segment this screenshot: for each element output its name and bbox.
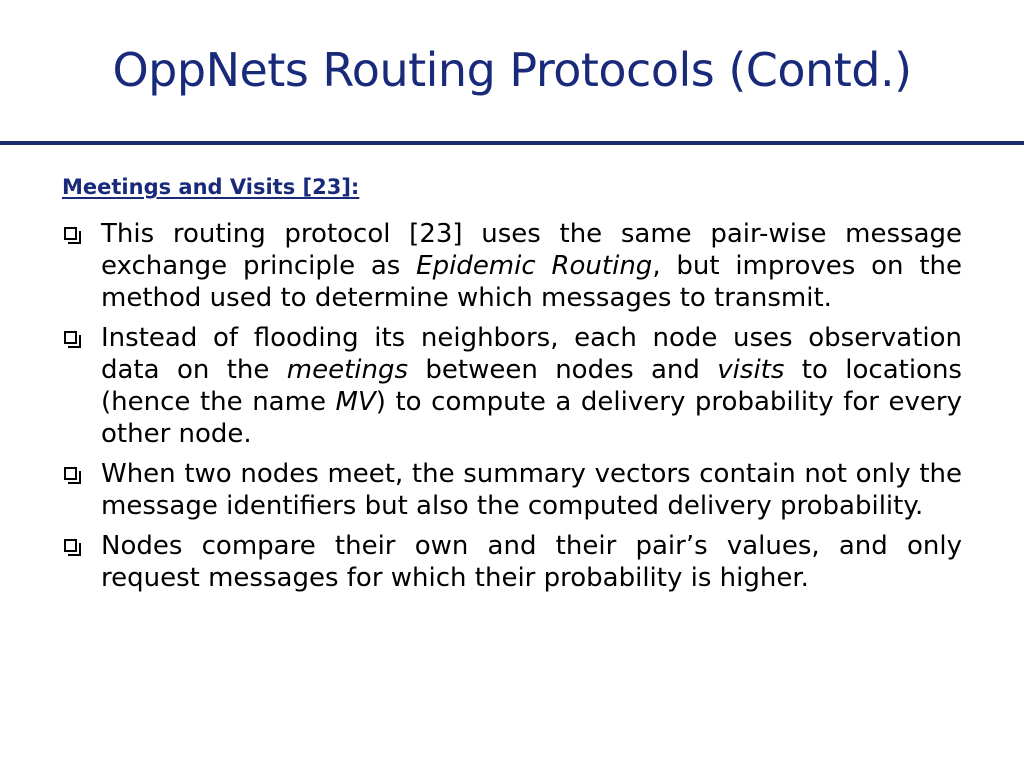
bullet-item-1: This routing protocol [23] uses the same pair-wise message exchange principle as Epidemic Routing, but improves on the method used to determine which messages to transmit. <box>62 218 962 314</box>
square-bullet-icon <box>64 467 77 480</box>
square-bullet-icon <box>64 539 77 552</box>
square-bullet-icon <box>64 331 77 344</box>
bullet-list <box>62 218 962 602</box>
slide-title: OppNets Routing Protocols (Contd.) <box>112 43 912 97</box>
title-divider <box>0 141 1024 145</box>
bullet-item-4: Nodes compare their own and their pair’s values, and only request messages for which their probability is higher. <box>62 530 962 594</box>
bullet-item-2: Instead of flooding its neighbors, each node uses observation data on the meetings between nodes and visits to locations (hence the name MV) to compute a delivery probability for every other node. <box>62 322 962 450</box>
bullet-item-3: When two nodes meet, the summary vectors contain not only the message identifiers but also the computed delivery probability. <box>62 458 962 522</box>
square-bullet-icon <box>64 227 77 240</box>
section-subheading: Meetings and Visits [23]: <box>62 175 360 199</box>
